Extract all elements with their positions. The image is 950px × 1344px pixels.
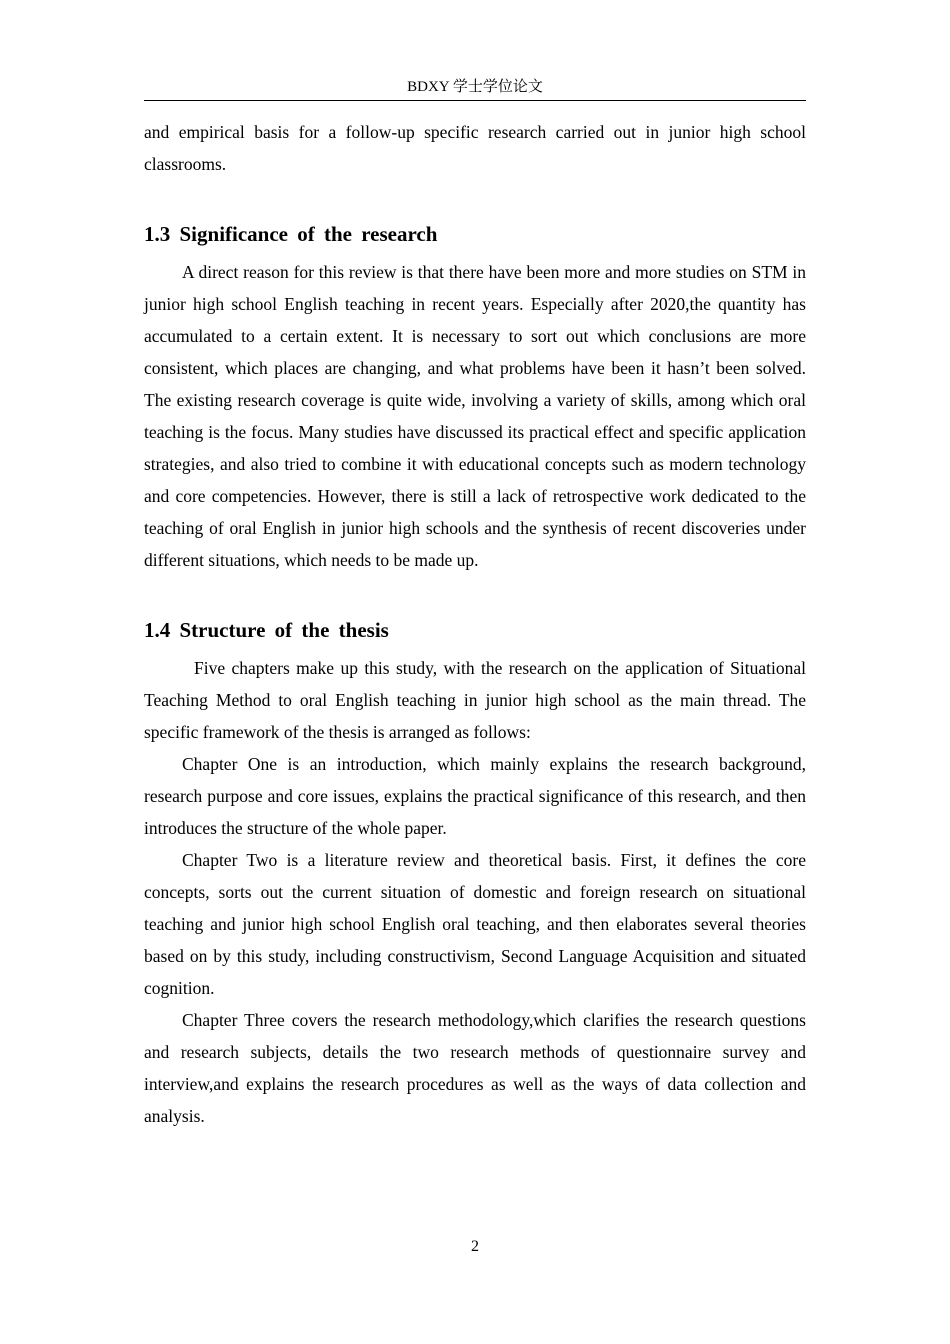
significance-paragraph: A direct reason for this review is that there have been more and more studies on STM in junior high school English teaching in recent years. Especially after 2020,the quantity has accumulated to a certain extent. It is necessary to sort out which conclusions are more consistent, which places are changing, and what problems have been it hasn’t been solved. The existing research coverage is quite wide, involving a variety of skills, among which oral teaching is the focus. Many studies have discussed its practical effect and specific application strategies, and also tried to combine it with educational concepts such as modern technology and core competencies. However, there is still a lack of retrospective work dedicated to the teaching of oral English in junior high schools and the synthesis of recent discoveries under different situations, which needs to be made up. — [144, 262, 806, 570]
intro-paragraph: and empirical basis for a follow-up specific research carried out in junior high school classrooms. — [144, 122, 806, 174]
section-heading-1-4: 1.4 Structure of the thesis — [144, 618, 389, 642]
page-content — [144, 116, 806, 1132]
structure-paragraph: Five chapters make up this study, with the research on the application of Situational Teaching Method to oral English teaching in junior high school as the main thread. The specific framework of the thesis is arranged as follows: — [144, 658, 806, 742]
section-heading-1-3: 1.3 Significance of the research — [144, 222, 438, 246]
chapter-one-paragraph: Chapter One is an introduction, which mainly explains the research background, research purpose and core issues, explains the practical significance of this research, and then introduces the structure of the whole paper. — [144, 754, 806, 838]
running-header: BDXY 学士学位论文 — [144, 77, 806, 101]
chapter-three-paragraph: Chapter Three covers the research methodology,which clarifies the research questions and research subjects, details the two research methods of questionnaire survey and interview,and explains the research procedures as well as the ways of data collection and analysis. — [144, 1010, 806, 1126]
chapter-two-paragraph: Chapter Two is a literature review and theoretical basis. First, it defines the core concepts, sorts out the current situation of domestic and foreign research on situational teaching and junior high school English oral teaching, and then elaborates several theories based on by this study, including constructivism, Second Language Acquisition and situated cognition. — [144, 850, 806, 998]
page-number: 2 — [471, 1238, 479, 1255]
